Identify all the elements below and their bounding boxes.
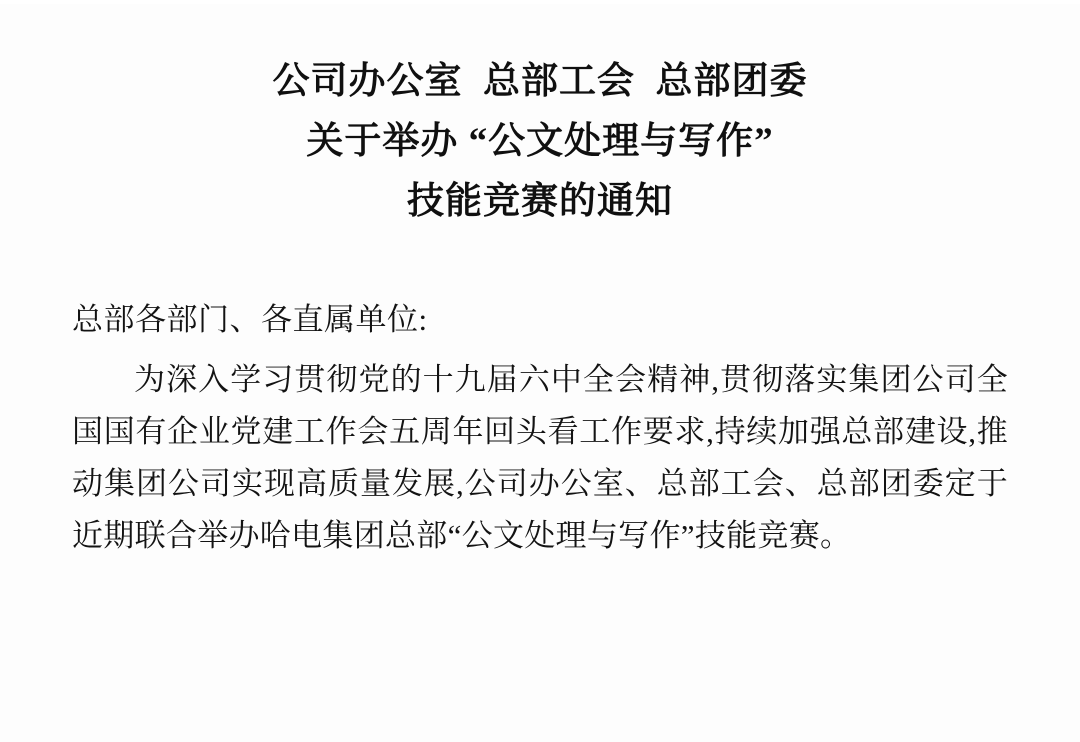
document-title [0,0,1080,232]
salutation: 总部各部门、各直属单位: [72,301,428,337]
document-body [0,296,1080,562]
page-top-margin [0,0,1080,4]
body-paragraph-1: 为深入学习贯彻党的十九届六中全会精神,贯彻落实集团公司全国国有企业党建工作会五周年回头看工作要求,持续加强总部建设,推动集团公司实现高质量发展,公司办公室、总部工会、总部团委定于近期联合举办哈电集团总部“公文处理与写作”技能竞赛。 [72,361,1008,554]
title-line-2: 关于举办 “公文处理与写作” [306,120,774,162]
title-line-3: 技能竞赛的通知 [407,180,673,222]
title-line-1: 公司办公室 总部工会 总部团委 [272,61,808,102]
